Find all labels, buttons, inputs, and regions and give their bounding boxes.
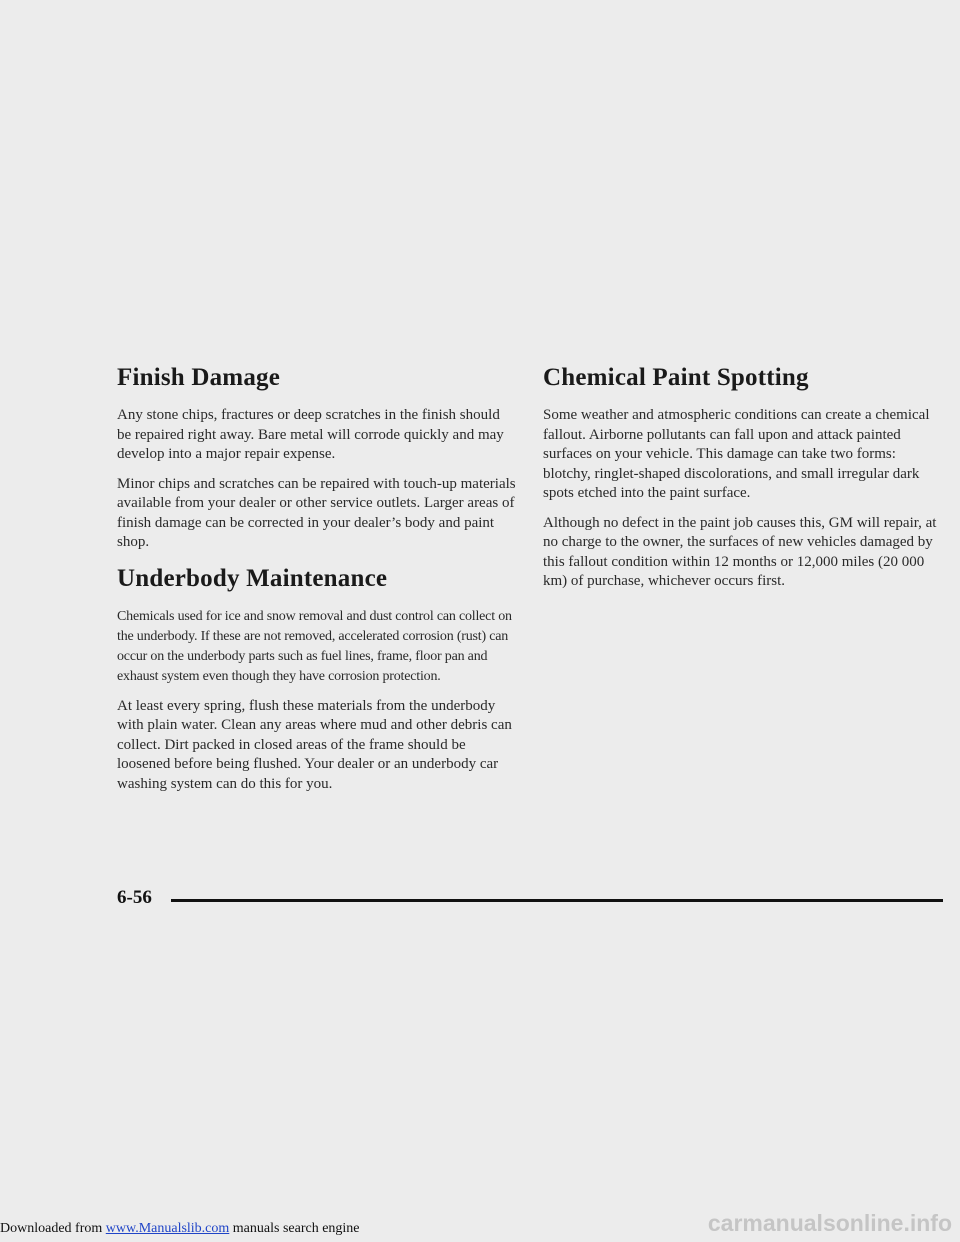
finish-damage-title: Finish Damage [117,364,281,391]
underbody-maintenance-title: Underbody Maintenance [117,564,388,592]
underbody-maintenance-paragraph-1: Chemicals used for ice and snow removal and dust control can collect on the underbody. If these are not removed, accelerated corrosion (rust) can occur on the underbody parts such as fuel lines, frame, floor pan and exhaust system even though they have corrosion protection. [117,608,512,684]
finish-damage-paragraph-2: Minor chips and scratches can be repaired with touch-up materials available from your dealer or other service outlets. Larger areas of finish damage can be corrected in your dealer’s body and paint shop. [117,475,516,550]
page-footer [117,886,943,916]
watermark: carmanualsonline.info [707,1210,952,1236]
download-banner [0,1220,360,1238]
page-number: 6-56 [117,887,152,908]
download-banner-suffix: manuals search engine [229,1221,360,1236]
underbody-maintenance-paragraph-2: At least every spring, flush these materials from the underbody with plain water. Clean any areas where mud and other debris can collect. Dirt packed in closed areas of the frame should be loosened before being flushed. Your dealer or an underbody car washing system can do this for you. [117,697,512,792]
chemical-paint-spotting-paragraph-1: Some weather and atmospheric conditions can create a chemical fallout. Airborne pollutants can fall upon and attack painted surfaces on your vehicle. This damage can take two forms: blotchy, ringlet-shaped discolorations, and small irregular dark spots etched into the paint surface. [543,407,930,501]
manualslib-link[interactable]: www.Manualslib.com [105,1221,230,1236]
chemical-paint-spotting-paragraph-2: Although no defect in the paint job causes this, GM will repair, at no charge to the owner, the surfaces of new vehicles damaged by this fallout condition within 12 months or 12,000 miles (20 000 km) of purchase, whichever occurs first. [543,514,937,589]
left-column [117,362,517,804]
footer-rule [171,899,943,902]
chemical-paint-spotting-title: Chemical Paint Spotting [543,364,809,391]
finish-damage-paragraph-1: Any stone chips, fractures or deep scratches in the finish should be repaired right away. Bare metal will corrode quickly and may develop into a major repair expense. [117,407,504,462]
download-banner-prefix: Downloaded from [0,1221,106,1236]
right-column [543,362,943,602]
